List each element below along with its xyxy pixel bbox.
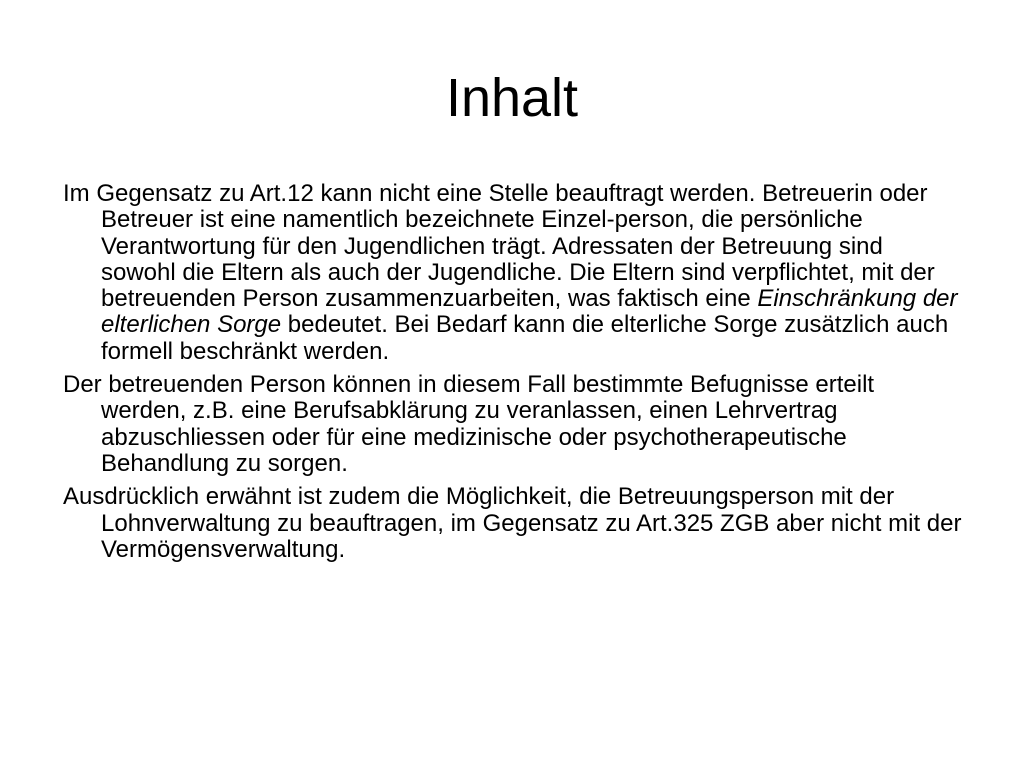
slide-body [63, 181, 963, 570]
paragraph-3-text: Ausdrücklich erwähnt ist zudem die Möglichkeit, die Betreuungsperson mit der Lohnverwaltung zu beauftragen, im Gegensatz zu Art.325 ZGB aber nicht mit der Vermögensverwaltung. [63, 483, 962, 563]
paragraph-1-text-end: bedeutet. Bei Bedarf kann die elterliche Sorge zusätzlich auch formell beschränkt werden. [101, 311, 949, 365]
slide-title: Inhalt [445, 68, 579, 128]
paragraph-1-text: Im Gegensatz zu Art.12 kann nicht eine Stelle beauftragt werden. Betreuerin oder Betreuer ist eine namentlich bezeichnete Einzel-person, die persönliche Verantwortung für den Jugendlichen trägt. Adressaten der Betreuung sind sowohl die Eltern als auch der Jugendliche. Die Eltern sind verpflichtet, mit der betreuenden Person zusammenzuarbeiten, was faktisch eine [63, 180, 935, 313]
paragraph-lohnverwaltung [63, 484, 963, 563]
paragraph-befugnisse [63, 372, 963, 477]
paragraph-1-emphasis: Einschränkung der elterlichen Sorge [101, 285, 958, 339]
paragraph-2-text: Der betreuenden Person können in diesem Fall bestimmte Befugnisse erteilt werden, z.B. eine Berufsabklärung zu veranlassen, einen Lehrvertrag abzuschliessen oder für eine medizinische oder psychotherapeutische Behandlung zu sorgen. [63, 371, 875, 477]
paragraph-betreuung [63, 181, 963, 365]
